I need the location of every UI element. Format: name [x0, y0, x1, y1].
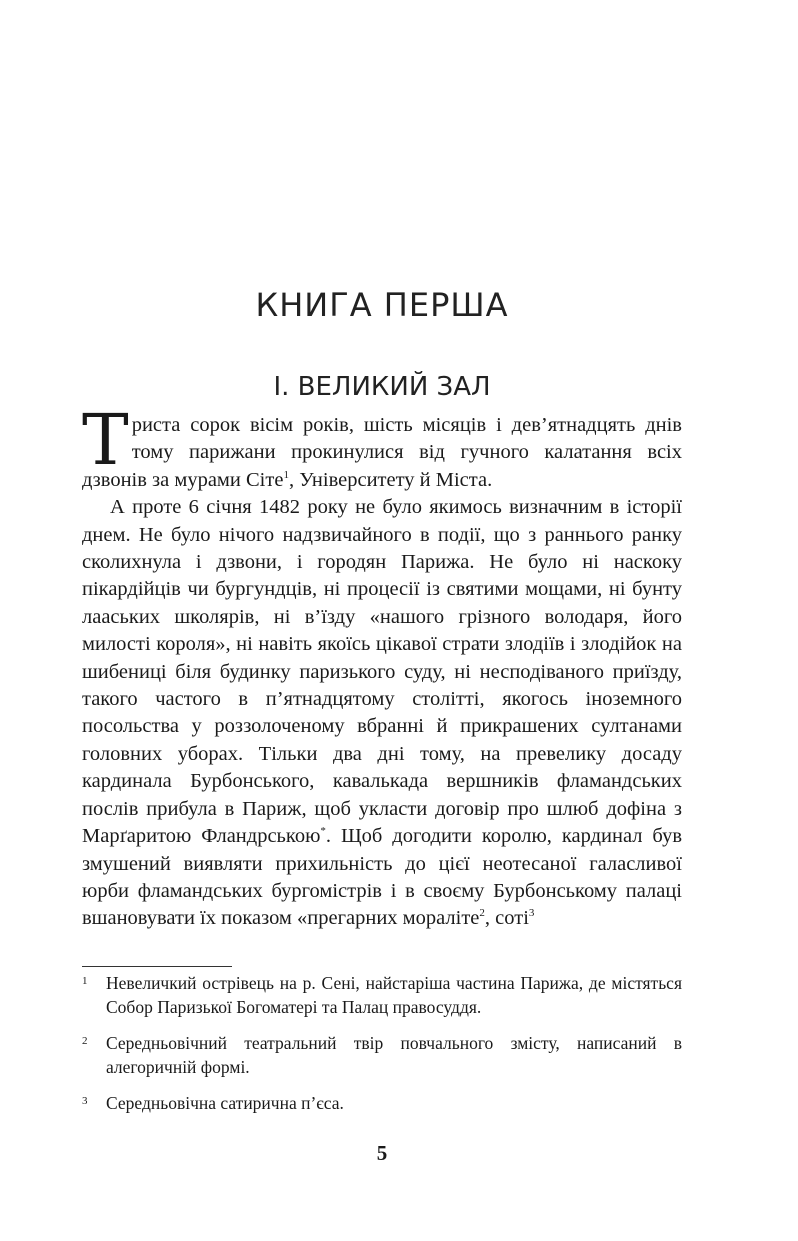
footnote-ref-2: 2 [479, 907, 485, 920]
footnote-ref-3: 3 [528, 907, 535, 920]
paragraph-2-text-end: , соті [484, 907, 529, 930]
footnotes [82, 972, 682, 1129]
book-title: КНИГА ПЕРША [255, 286, 509, 324]
paragraph-2-text-mid: . Щоб догодити королю, кардинал був змушений виявляти прихильність до цієї неотесаної галасливої юрби фламандських бургомістрів і в своєму Бурбонському палаці вшановувати їх показом «прегарних мораліте [82, 825, 683, 930]
footnote-text: Середньовічний театральний твір повчального змісту, написаний в алегоричній формі. [106, 1033, 682, 1077]
asterisk-ref: * [320, 825, 326, 838]
paragraph-1 [82, 399, 682, 494]
book-page [82, 0, 682, 1241]
footnote-number: 2 [82, 1035, 88, 1047]
body-text [82, 399, 683, 933]
footnote-ref-1: 1 [283, 468, 289, 481]
footnote-number: 3 [82, 1095, 88, 1107]
footnote-1 [82, 972, 682, 1019]
footnote-text: Середньовічна сатирична п’єса. [106, 1093, 344, 1113]
chapter-title: I. ВЕЛИКИЙ ЗАЛ [273, 372, 491, 402]
paragraph-1-text: риста сорок вісім років, шість місяців і дев’ятнадцять днів тому парижани прокинулися від гучного калатання всіх дзвонів за мурами Сіте [82, 414, 682, 491]
drop-cap: Т [82, 399, 129, 481]
footnote-3 [82, 1092, 682, 1116]
footnote-2 [82, 1032, 682, 1079]
page-number: 5 [376, 1141, 388, 1165]
footnote-number: 1 [82, 975, 88, 987]
footnote-divider [82, 966, 232, 967]
footnote-text: Невеличкий острівець на р. Сені, найстаріша частина Парижа, де містяться Собор Паризької Богоматері та Палац правосуддя. [106, 973, 682, 1017]
paragraph-2 [82, 494, 682, 933]
paragraph-2-text: А проте 6 січня 1482 року не було якимось визначним в історії днем. Не було нічого надзвичайного в події, що з раннього ранку сколихнула і дзвони, і городян Парижа. Не було ні наскоку пікардійців чи бургундців, ні процесії із святими мощами, ні бунту лааських школярів, ні в’їзду «нашого грізного володаря, його милості короля», ні навіть якоїсь цікавої страти злодіїв і злодійок на шибениці біля будинку паризького суду, ні несподіваного приїзду, такого частого в п’ятнадцятому столітті, якогось іноземного посольства у роззолоченому вбранні й прикрашених султанами головних уборах. Тільки два дні тому, на превелику досаду кардинала Бурбонського, кавалькада вершників фламандських послів прибула в Париж, щоб укласти договір про шлюб дофіна з Марґаритою Фландрською [82, 496, 682, 848]
paragraph-1-text-end: , Університету й Міста. [288, 468, 493, 491]
